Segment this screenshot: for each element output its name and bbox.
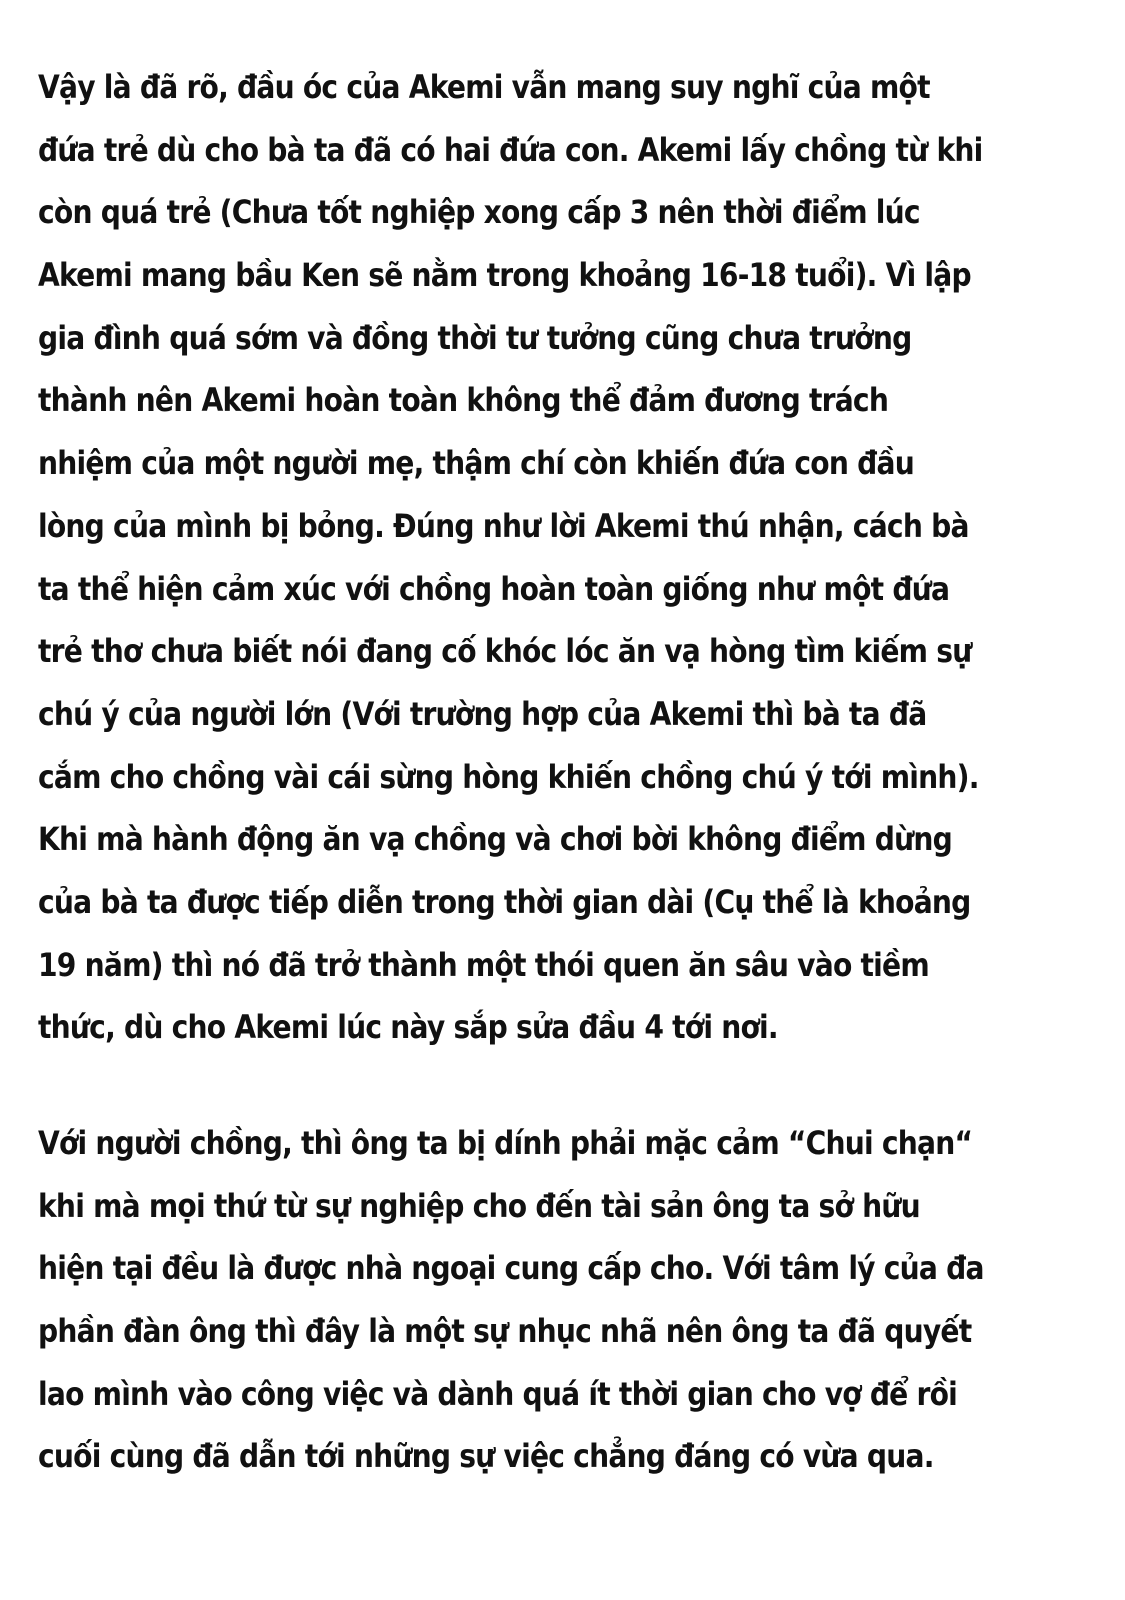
text-line: trẻ thơ chưa biết nói đang cố khóc lóc ăn vạ hòng tìm kiếm sự [38,632,972,671]
text-line: thức, dù cho Akemi lúc này sắp sửa đầu 4 tới nơi. [38,1008,778,1047]
paragraph-husband [38,1112,1098,1488]
text-line: Khi mà hành động ăn vạ chồng và chơi bời không điểm dừng [38,820,952,859]
text-line: lao mình vào công việc và dành quá ít thời gian cho vợ để rồi [38,1374,958,1413]
text-line: gia đình quá sớm và đồng thời tư tưởng cũng chưa trưởng [38,318,912,357]
text-line: cuối cùng đã dẫn tới những sự việc chẳng đáng có vừa qua. [38,1437,934,1476]
text-line: hiện tại đều là được nhà ngoại cung cấp cho. Với tâm lý của đa [38,1249,984,1288]
paragraph-akemi [38,56,1098,1059]
text-line: khi mà mọi thứ từ sự nghiệp cho đến tài sản ông ta sở hữu [38,1186,920,1225]
text-line: thành nên Akemi hoàn toàn không thể đảm đương trách [38,381,889,420]
text-line: ta thể hiện cảm xúc với chồng hoàn toàn giống như một đứa [38,569,950,608]
text-line: lòng của mình bị bỏng. Đúng như lời Akemi thú nhận, cách bà [38,506,969,545]
text-line: chú ý của người lớn (Với trường hợp của Akemi thì bà ta đã [38,694,927,733]
text-line: đứa trẻ dù cho bà ta đã có hai đứa con. Akemi lấy chồng từ khi [38,130,983,169]
text-line: nhiệm của một người mẹ, thậm chí còn khiến đứa con đầu [38,444,914,483]
text-line: Với người chồng, thì ông ta bị dính phải mặc cảm “Chui chạn“ [38,1124,973,1162]
text-line: phần đàn ông thì đây là một sự nhục nhã nên ông ta đã quyết [38,1312,972,1351]
text-line: của bà ta được tiếp diễn trong thời gian dài (Cụ thể là khoảng [38,882,971,921]
text-line: cắm cho chồng vài cái sừng hòng khiến chồng chú ý tới mình). [38,757,979,796]
text-line: Akemi mang bầu Ken sẽ nằm trong khoảng 16-18 tuổi). Vì lập [38,256,971,295]
text-line: 19 năm) thì nó đã trở thành một thói quen ăn sâu vào tiềm [38,945,929,984]
text-line: còn quá trẻ (Chưa tốt nghiệp xong cấp 3 nên thời điểm lúc [38,193,920,232]
text-line: Vậy là đã rõ, đầu óc của Akemi vẫn mang suy nghĩ của một [38,68,930,106]
